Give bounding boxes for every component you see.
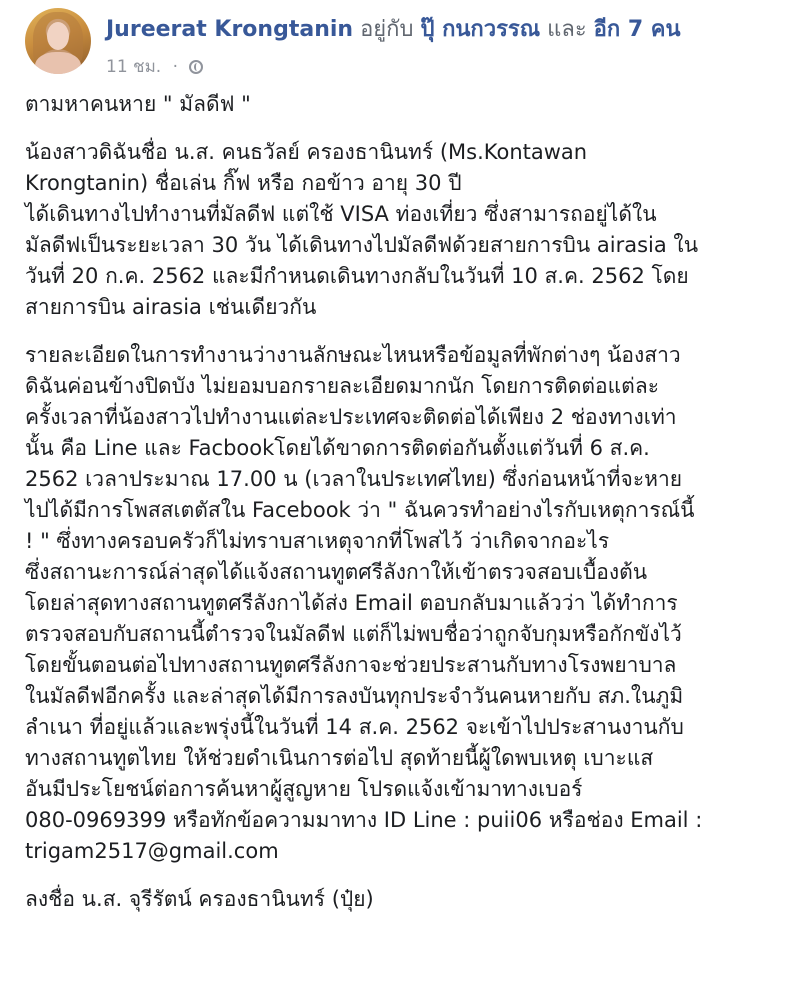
post-meta [106,55,203,79]
post-paragraph-2 [25,137,785,323]
post-line: ทางสถานทูตไทย ให้ช่วยดำเนินการต่อไป สุดท้ายนี้ผู้ใดพบเหตุ เบาะแส [25,746,654,770]
post-line: ลงชื่อ น.ส. จุรีรัตน์ ครองธานินทร์ (ปุ๋ย) [25,887,374,911]
post-line: ได้เดินทางไปทำงานที่มัลดีฟ แต่ใช้ VISA ท่องเที่ยว ซึ่งสามารถอยู่ได้ใน [25,202,657,226]
post-line: นั้น คือ Line และ Facbookโดยได้ขาดการติดต่อกันตั้งแต่วันที่ 6 ส.ค. [25,436,650,460]
post-line: 080-0969399 หรือทักข้อความมาทาง ID Line : puii06 หรือช่อง Email : [25,808,703,832]
post-line: ตามหาคนหาย " มัลดีฟ " [25,92,251,116]
post-line: มัลดีฟเป็นระยะเวลา 30 วัน ได้เดินทางไปมัลดีฟด้วยสายการบิน airasia ใน [25,233,699,257]
post-paragraph-1 [25,89,785,120]
and-text: และ [547,17,587,42]
meta-separator: · [172,57,178,77]
post-line: โดยขั้นตอนต่อไปทางสถานทูตศรีลังกาจะช่วยประสานกับทางโรงพยาบาล [25,653,677,677]
post-line: Krongtanin) ชื่อเล่น กิ๊ฟ หรือ กอข้าว อายุ 30 ปี [25,171,462,195]
post-line: ซึ่งสถานะการณ์ล่าสุดได้แจ้งสถานทูตศรีลังกาให้เข้าตรวจสอบเบื้องต้น [25,560,648,584]
post-line: trigam2517@gmail.com [25,839,279,863]
post-line: น้องสาวดิฉันชื่อ น.ส. คนธวัลย์ ครองธานินทร์ (Ms.Kontawan [25,140,588,164]
post-line: ครั้งเวลาที่น้องสาวไปทำงานแต่ละประเทศจะติดต่อได้เพียง 2 ช่องทางเท่า [25,405,677,429]
with-text: อยู่กับ [360,17,414,42]
post-line: 2562 เวลาประมาณ 17.00 น (เวลาในประเทศไทย) ซึ่งก่อนหน้าที่จะหาย [25,467,683,491]
post-author-line [106,15,681,45]
globe-icon[interactable] [189,60,203,74]
others-link[interactable]: อีก 7 คน [593,17,681,42]
post-body [25,89,785,915]
author-avatar[interactable] [25,8,91,74]
post-line: รายละเอียดในการทำงานว่างานลักษณะไหนหรือข้อมูลที่พักต่างๆ น้องสาว [25,343,681,367]
author-name-link[interactable]: Jureerat Krongtanin [106,17,354,42]
post-paragraph-3 [25,340,785,867]
post-line: วันที่ 20 ก.ค. 2562 และมีกำหนดเดินทางกลับในวันที่ 10 ส.ค. 2562 โดย [25,264,689,288]
post-line: อันมีประโยชน์ต่อการค้นหาผู้สูญหาย โปรดแจ้งเข้ามาทางเบอร์ [25,777,583,801]
post-line: ลำเนา ที่อยู่แล้วและพรุ่งนี้ในวันที่ 14 ส.ค. 2562 จะเข้าไปประสานงานกับ [25,715,684,739]
avatar-face [47,22,69,50]
post-time-link[interactable]: 11 ชม. [106,57,162,77]
post-line: ตรวจสอบกับสถานนี้ตำรวจในมัลดีฟ แต่ก็ไม่พบชื่อว่าถูกจับกุมหรือกักขังไว้ [25,622,682,646]
post-header [0,0,800,88]
post-line: ไปได้มีการโพสสเตตัสใน Facebook ว่า " ฉันควรทำอย่างไรกับเหตุการณ์นี้ [25,498,695,522]
post-line: ! " ซึ่งทางครอบครัวก็ไม่ทราบสาเหตุจากที่โพสไว้ ว่าเกิดจากอะไร [25,529,610,553]
post-line: สายการบิน airasia เช่นเดียวกัน [25,295,317,319]
avatar-shoulders [35,52,81,74]
tagged-person-link[interactable]: ปุ๊ กนกวรรณ [420,17,541,42]
post-line: ในมัลดีฟอีกครั้ง และล่าสุดได้มีการลงบันทุกประจำวันคนหายกับ สภ.ในภูมิ [25,684,684,708]
post-line: โดยล่าสุดทางสถานทูตศรีลังกาได้ส่ง Email ตอบกลับมาแล้วว่า ได้ทำการ [25,591,678,615]
post-line: ดิฉันค่อนข้างปิดบัง ไม่ยอมบอกรายละเอียดมากนัก โดยการติดต่อแต่ละ [25,374,659,398]
post-signature [25,884,785,915]
